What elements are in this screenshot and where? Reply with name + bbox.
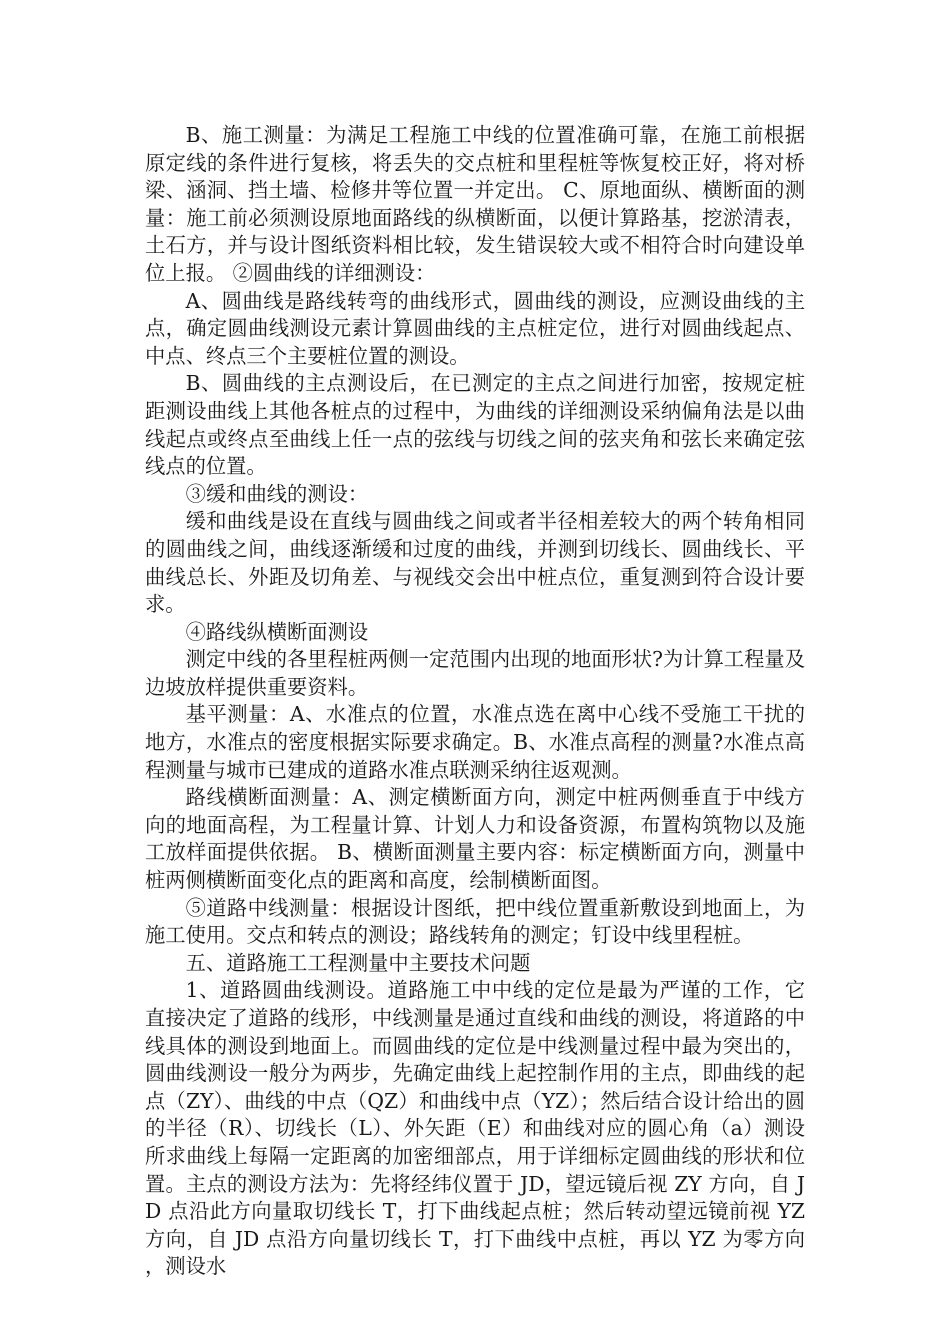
section-heading-technical-issues: 五、道路施工工程测量中主要技术问题: [185, 950, 531, 975]
paragraph-circular-curve-b: B、圆曲线的主点测设后，在已测定的主点之间进行加密，按规定桩距测设曲线上其他各桩点的过程中，为曲线的详细测设采纳偏角法是以曲线起点或终点至曲线上任一点的弦线与切线之间的弦夹角和弦长来确定弦线点的位置。: [145, 371, 805, 479]
paragraph-road-curve-setting: 1、道路圆曲线测设。道路施工中中线的定位是最为严谨的工作，它直接决定了道路的线形，中线测量是通过直线和曲线的测设，将道路的中线具体的测设到地面上。而圆曲线的定位是中线测量过程中最为突出的，圆曲线测设一般分为两步，先确定曲线上起控制作用的主点，即曲线的起点（ZY）、曲线的中点（QZ）和曲线中点（YZ）；然后结合设计给出的圆的半径（R）、切线长（L）、外矢距（E）和曲线对应的圆心角（a）测设所求曲线上每隔一定距离的加密细部点，用于详细标定圆曲线的形状和位置。主点的测设方法为：先将经纬仪置于 JD，望远镜后视 ZY 方向，自 JD 点沿此方向量取切线长 T，打下曲线起点桩；然后转动望远镜前视 YZ 方向，自 JD 点沿方向量切线长 T，打下曲线中点桩，再以 YZ 为零方向，测设水: [145, 978, 805, 1279]
paragraph-profile-survey: 测定中线的各里程桩两侧一定范围内出现的地面形状?为计算工程量及边坡放样提供重要资料。: [145, 647, 805, 699]
heading-profile-survey: ④路线纵横断面测设: [185, 619, 369, 644]
paragraph-circular-curve-a: A、圆曲线是路线转弯的曲线形式，圆曲线的测设，应测设曲线的主点，确定圆曲线测设元素计算圆曲线的主点桩定位，进行对圆曲线起点、中点、终点三个主要桩位置的测设。: [145, 288, 805, 368]
paragraph-benchmark-levelling: 基平测量：A、水准点的位置，水准点选在离中心线不受施工干扰的地方，水准点的密度根据实际要求确定。B、水准点高程的测量?水准点高程测量与城市已建成的道路水准点联测采纳往返观测。: [145, 702, 805, 782]
document-body: [145, 122, 805, 1281]
paragraph-transition-curve: 缓和曲线是设在直线与圆曲线之间或者半径相差较大的两个转角相同的圆曲线之间，曲线逐渐缓和过度的曲线，并测到切线长、圆曲线长、平曲线总长、外距及切角差、与视线交会出中桩点位，重复测到符合设计要求。: [145, 509, 805, 617]
paragraph-construction-survey: B、施工测量：为满足工程施工中线的位置准确可靠，在施工前根据原定线的条件进行复核，将丢失的交点桩和里程桩等恢复校正好，将对桥梁、涵洞、挡土墙、检修井等位置一并定出。 C、原地面纵、横断面的测量：施工前必须测设原地面路线的纵横断面，以便计算路基，挖淤清表，土石方，并与设计图纸资料相比较，发生错误较大或不相符合时向建设单位上报。 ②圆曲线的详细测设：: [145, 123, 805, 285]
paragraph-centerline-survey: ⑤道路中线测量：根据设计图纸，把中线位置重新敷设到地面上，为施工使用。交点和转点的测设；路线转角的测定；钉设中线里程桩。: [145, 895, 805, 948]
paragraph-cross-section-survey: 路线横断面测量：A、测定横断面方向，测定中桩两侧垂直于中线方向的地面高程，为工程量计算、计划人力和设备资源，布置构筑物以及施工放样面提供依据。 B、横断面测量主要内容：标定横断面方向，测量中桩两侧横断面变化点的距离和高度，绘制横断面图。: [145, 785, 805, 893]
heading-transition-curve: ③缓和曲线的测设：: [185, 481, 369, 506]
